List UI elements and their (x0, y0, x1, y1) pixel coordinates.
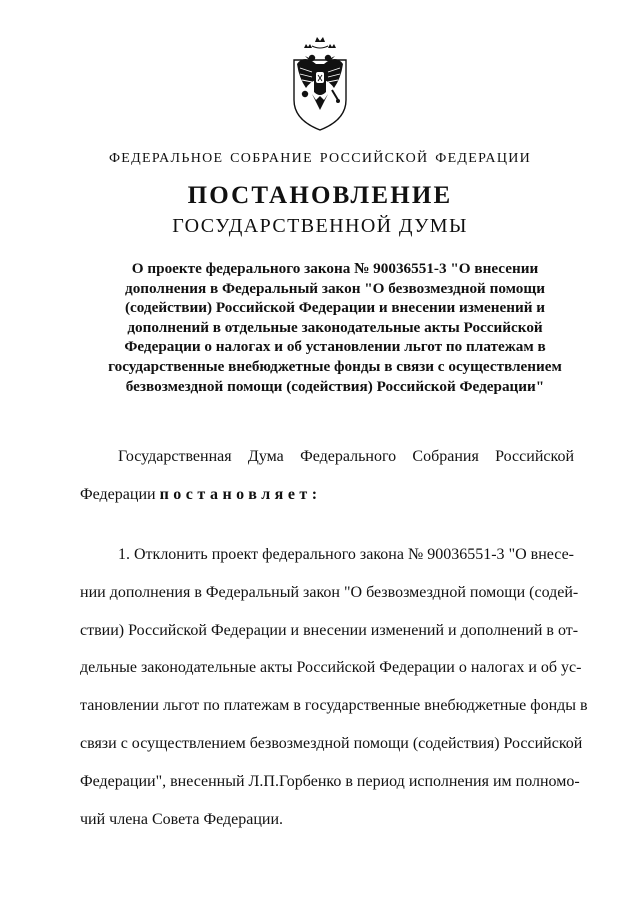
federal-assembly-header: ФЕДЕРАЛЬНОЕ СОБРАНИЕ РОССИЙСКОЙ ФЕДЕРАЦИИ (108, 151, 532, 166)
paragraph-line: 1. Отклонить проект федерального закона № 90036551-3 "О внесе- (118, 546, 574, 563)
paragraph-1 (80, 536, 588, 838)
document-title: ПОСТАНОВЛЕНИЕ (187, 182, 453, 209)
paragraph-line: дельные законодательные акты Российской Федерации о налогах и об ус- (80, 659, 582, 677)
resolution-heading (100, 259, 570, 396)
heading-line: (содействии) Российской Федерации и внесении изменений и (124, 299, 546, 317)
paragraph-line: чий члена Совета Федерации. (80, 810, 284, 828)
paragraph-line: связи с осуществлением безвозмездной помощи (содействия) Российской (80, 734, 583, 752)
intro-line: Государственная Дума Федерального Собрания Российской (118, 448, 574, 465)
intro-line (80, 476, 574, 514)
paragraph-line: нии дополнения в Федеральный закон "О безвозмездной помощи (содей- (80, 583, 579, 601)
russian-coat-of-arms-icon (288, 34, 352, 134)
heading-line: дополнения в Федеральный закон "О безвозмездной помощи (125, 279, 545, 297)
heading-line: дополнений в отдельные законодательные акты Российской (127, 318, 543, 336)
intro-paragraph (80, 438, 574, 514)
heading-line: безвозмездной помощи (содействия) Российской Федерации" (125, 377, 545, 395)
heading-line: Федерации о налогах и об установлении льгот по платежам в (124, 338, 546, 356)
heading-line: государственные внебюджетные фонды в связи с осуществлением (108, 357, 562, 375)
heading-line: О проекте федерального закона № 90036551-3 "О внесении (131, 260, 539, 277)
paragraph-line: ствии) Российской Федерации и внесении изменений и дополнений в от- (80, 621, 579, 639)
intro-prefix: Федерации (80, 486, 156, 503)
paragraph-line: тановлении льгот по платежам в государственные внебюджетные фонды в (80, 697, 588, 715)
paragraph-line: Федерации", внесенный Л.П.Горбенко в период исполнения им полномо- (80, 772, 580, 790)
resolves-emphasis: постановляет: (159, 486, 322, 503)
document-subtitle: ГОСУДАРСТВЕННОЙ ДУМЫ (172, 215, 468, 237)
